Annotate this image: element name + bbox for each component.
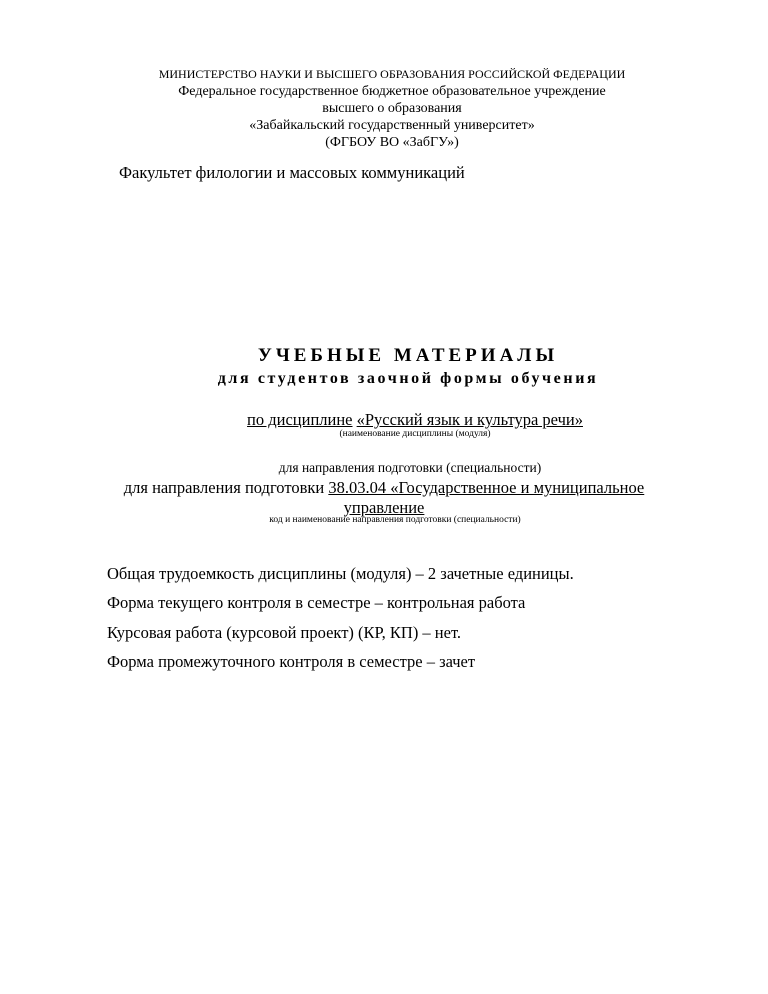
ministry-name: МИНИСТЕРСТВО НАУКИ И ВЫСШЕГО ОБРАЗОВАНИЯ РОССИЙСКОЙ ФЕДЕРАЦИИ	[158, 67, 626, 81]
direction-block	[0, 478, 768, 518]
workload-info: Общая трудоемкость дисциплины (модуля) – 2 зачетные единицы.	[107, 564, 574, 583]
discipline-name: «Русский язык и культура речи»	[356, 410, 583, 429]
discipline-note: (наименование дисциплины (модуля)	[339, 429, 491, 439]
document-subtitle: для студентов заочной формы обучения	[217, 370, 599, 387]
education-level: высшего о образования	[322, 101, 462, 116]
discipline-line	[0, 410, 768, 430]
direction-prefix: для направления подготовки	[123, 478, 325, 497]
intermediate-control-info: Форма промежуточного контроля в семестре – зачет	[107, 652, 476, 671]
document-header	[0, 66, 768, 151]
institution-type: Федеральное государственное бюджетное образовательное учреждение	[178, 84, 606, 99]
direction-label: для направления подготовки (специальности)	[278, 460, 542, 475]
current-control-info: Форма текущего контроля в семестре – контрольная работа	[107, 593, 526, 612]
direction-note: код и наименование направления подготовки (специальности)	[269, 515, 521, 525]
document-title: УЧЕБНЫЕ МАТЕРИАЛЫ	[257, 345, 559, 366]
direction-code-line1: 38.03.04 «Государственное и муниципальное	[328, 478, 645, 497]
discipline-prefix: по дисциплине	[247, 410, 353, 429]
university-name: «Забайкальский государственный университет»	[249, 118, 535, 133]
direction-code-line2: управление	[343, 498, 425, 517]
university-abbreviation: (ФГБОУ ВО «ЗабГУ»)	[325, 135, 459, 150]
faculty-name: Факультет филологии и массовых коммуникаций	[119, 163, 465, 182]
title-block	[0, 344, 768, 390]
course-work-info: Курсовая работа (курсовой проект) (КР, КП) – нет.	[107, 623, 462, 642]
